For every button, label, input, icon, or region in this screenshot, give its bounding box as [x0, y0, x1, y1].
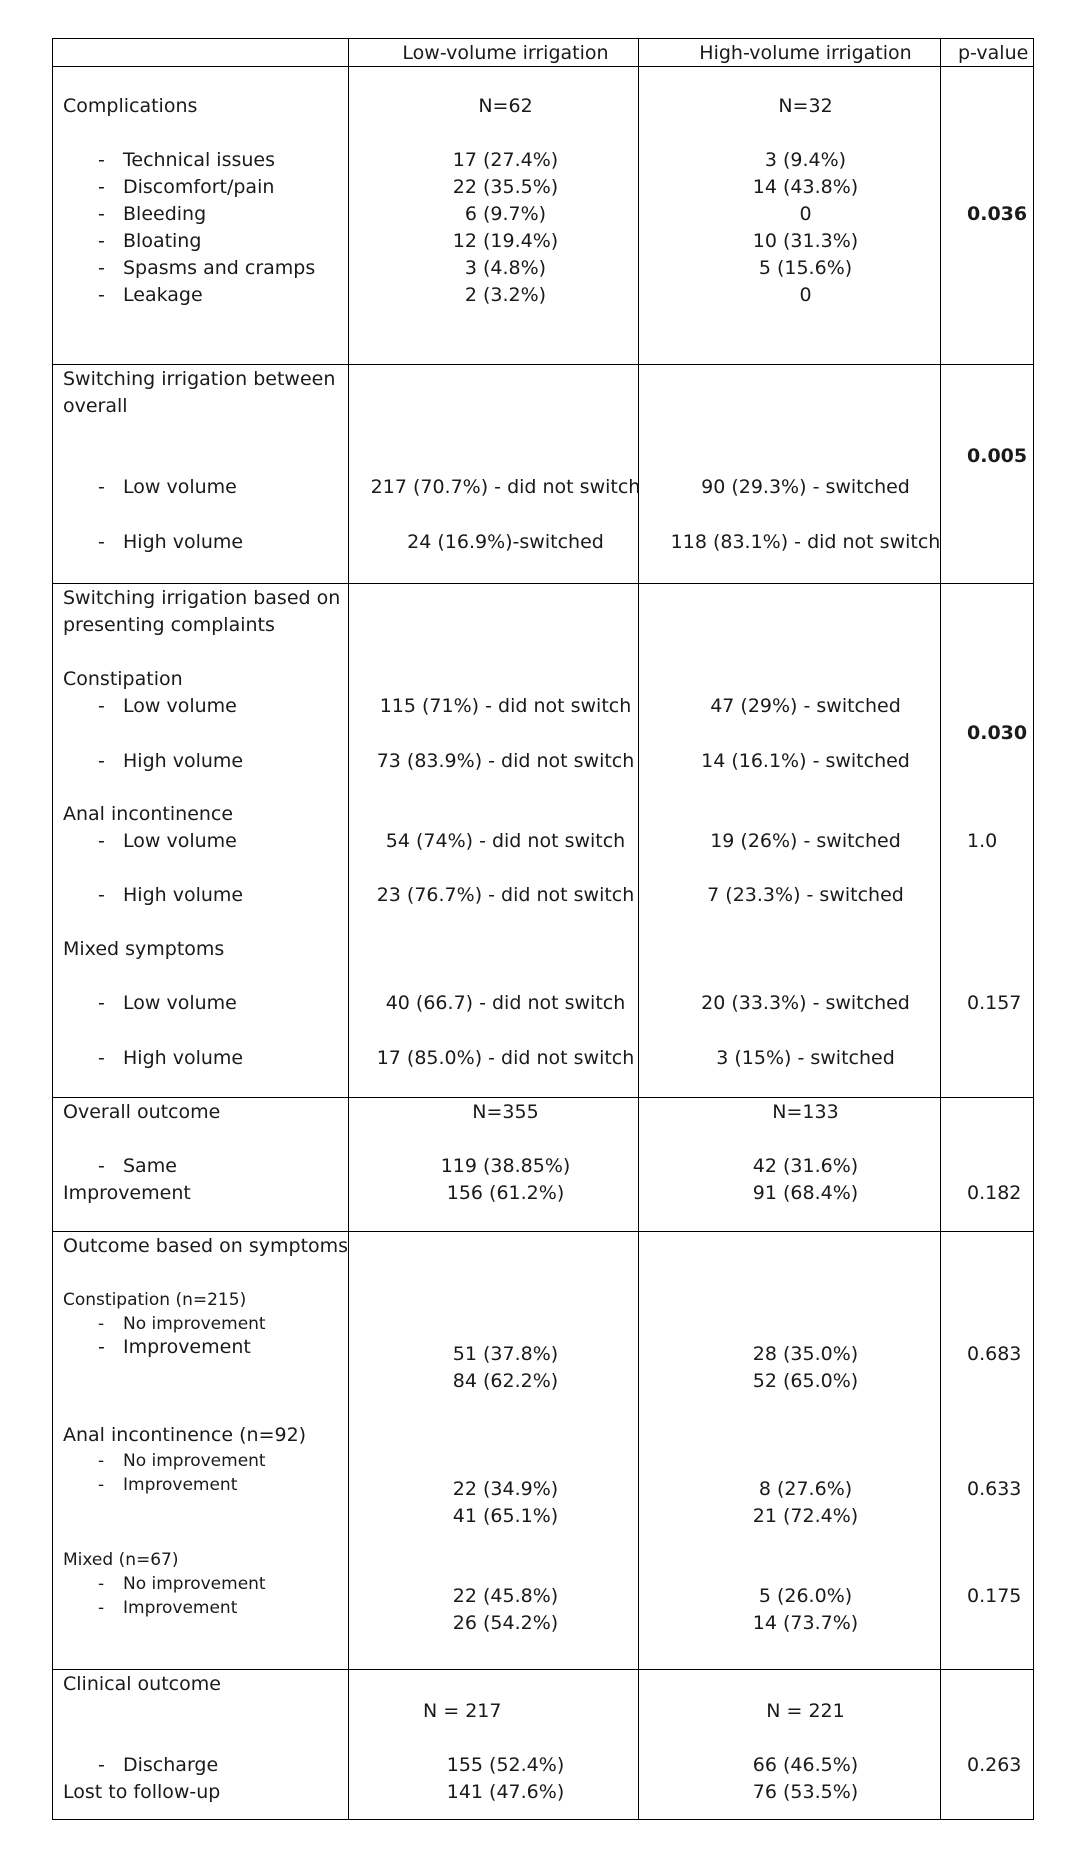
group-title: Anal incontinence [63, 803, 234, 825]
group-title: Mixed (n=67) [63, 1550, 179, 1570]
p-value: 0.005 [967, 445, 1028, 467]
row-label: Technical issues [123, 149, 275, 171]
group-title: Mixed symptoms [63, 938, 225, 960]
results-table: Low-volume irrigation High-volume irrigation p-value Complications N=62 N=32 - Technical issues 17 (27.4%) 3 (9.4%) - Discomfort/pain 22 (35.5%) 14 (43.8%) - Bleeding 6 (9.7%) 0 0.036 - Bloating 12 (19.4%) 10 (31.3%) - Spasms and cramps 3 (4.8%) 5 (15.6%) - Leakage 2 (3.2%) 0 Switching irrigation between overall 0.005 - Low volume 217 (70.7%) - did not switch 90 (29.3%) - switched - High volume 24 (16.9%)-switched 118 (83.1%) - did not switch Switching irrigation based on presenting complaints Constipation - Low volume 115 (71%) - did not switch 47 (29%) - switched 0.030 - High volume 73 (83.9%) - did not switch 14 (16.1%) - switched Anal incontinence - Low volume 54 (74%) - did not switch 19 (26%) - switched 1.0 - High volume 23 (76.7%) - did not switch 7 (23.3%) - switched Mixed symptoms - Low volume 40 (66.7) - did not switch 20 (33.3%) - switched 0.157 - High volume 17 (85.0%) - did not switch 3 (15%) - switched Overall outcome N=355 N=133 - Same 119 (38.85%) 42 (31.6%) Improvement 156 (61.2%) 91 (68.4%) 0.182 Outcome based on symptoms Constipation (n=215) - No improvement - Improvement 51 (37.8%) 28 (35.0%) 0.683 84 (62.2%) 52 (65.0%) Anal incontinence (n=92) - No improvement - Improvement 22 (34.9%) 8 (27.6%) 0.633 41 (65.1%) 21 (72.4%) Mixed (n=67) - No improvement - Improvement 22 (45.8%) 5 (26.0%) 0.175 26 (54.2%) 14 (73.7%) Clinical outcome N = 217 N = 221 - Discharge 155 (52.4%) 66 (46.5%) 0.263 Lost to follow-up 141 (47.6%) 76 (53.5%) [52, 38, 1034, 1820]
group-title: Constipation (n=215) [63, 1290, 247, 1310]
row-label: Improvement [123, 1475, 238, 1495]
cell-high: 5 (26.0%) [758, 1585, 853, 1607]
cell-high: 14 (43.8%) [752, 176, 859, 198]
row-label: High volume [123, 531, 244, 553]
cell-high: 0 [799, 284, 812, 306]
cell-low: 41 (65.1%) [452, 1505, 559, 1527]
cell-high: 28 (35.0%) [752, 1343, 859, 1365]
row-label: Bleeding [123, 203, 207, 225]
p-value: 0.263 [967, 1754, 1022, 1776]
n-high: N=32 [778, 95, 833, 117]
row-label: Improvement [123, 1336, 251, 1358]
cell-low: 23 (76.7%) - did not switch [376, 884, 635, 906]
cell-high: 118 (83.1%) - did not switch [670, 531, 941, 553]
header-p-value: p-value [958, 42, 1029, 64]
cell-low: 217 (70.7%) - did not switch [370, 476, 641, 498]
row-label: High volume [123, 884, 244, 906]
cell-high: 19 (26%) - switched [710, 830, 901, 852]
cell-high: 14 (73.7%) [752, 1612, 859, 1634]
row-label: No improvement [123, 1451, 266, 1471]
column-divider [348, 39, 349, 1819]
row-label: High volume [123, 750, 244, 772]
cell-low: 22 (45.8%) [452, 1585, 559, 1607]
row-label: Spasms and cramps [123, 257, 316, 279]
cell-high: 76 (53.5%) [752, 1781, 859, 1803]
cell-low: 84 (62.2%) [452, 1370, 559, 1392]
section-title-cont: overall [63, 395, 128, 417]
row-divider [53, 1669, 1033, 1670]
row-label: Discharge [123, 1754, 219, 1776]
row-label: Discomfort/pain [123, 176, 275, 198]
row-label: Bloating [123, 230, 202, 252]
section-title: Switching irrigation based on [63, 587, 341, 609]
cell-low: 156 (61.2%) [446, 1182, 565, 1204]
cell-low: 22 (35.5%) [452, 176, 559, 198]
row-label: Same [123, 1155, 177, 1177]
header-low-volume: Low-volume irrigation [402, 42, 609, 64]
cell-low: 51 (37.8%) [452, 1343, 559, 1365]
section-title: Clinical outcome [63, 1673, 221, 1695]
p-value: 0.036 [967, 203, 1028, 225]
cell-high: 5 (15.6%) [758, 257, 853, 279]
cell-low: 115 (71%) - did not switch [379, 695, 632, 717]
cell-low: 12 (19.4%) [452, 230, 559, 252]
row-label: Low volume [123, 830, 237, 852]
n-low: N=62 [478, 95, 533, 117]
cell-low: 17 (85.0%) - did not switch [376, 1047, 635, 1069]
cell-low: 6 (9.7%) [464, 203, 547, 225]
n-high: N=133 [772, 1101, 839, 1123]
cell-low: 3 (4.8%) [464, 257, 547, 279]
row-label: Low volume [123, 992, 237, 1014]
p-value: 0.175 [967, 1585, 1022, 1607]
row-label: No improvement [123, 1314, 266, 1334]
p-value: 0.182 [967, 1182, 1022, 1204]
section-title: Complications [63, 95, 198, 117]
cell-high: 20 (33.3%) - switched [701, 992, 910, 1014]
n-high: N = 221 [766, 1700, 845, 1722]
row-divider [53, 1231, 1033, 1232]
header-high-volume: High-volume irrigation [699, 42, 912, 64]
row-label: Low volume [123, 476, 237, 498]
cell-low: 119 (38.85%) [440, 1155, 571, 1177]
row-label: Leakage [123, 284, 203, 306]
p-value: 0.157 [967, 992, 1022, 1014]
cell-high: 52 (65.0%) [752, 1370, 859, 1392]
cell-high: 66 (46.5%) [752, 1754, 859, 1776]
group-title: Constipation [63, 668, 183, 690]
p-value: 1.0 [967, 830, 998, 852]
cell-low: 17 (27.4%) [452, 149, 559, 171]
p-value: 0.683 [967, 1343, 1022, 1365]
section-title: Switching irrigation between [63, 368, 336, 390]
cell-high: 3 (15%) - switched [716, 1047, 895, 1069]
cell-high: 3 (9.4%) [764, 149, 847, 171]
cell-low: 73 (83.9%) - did not switch [376, 750, 635, 772]
cell-low: 22 (34.9%) [452, 1478, 559, 1500]
cell-low: 24 (16.9%)-switched [407, 531, 604, 553]
cell-high: 14 (16.1%) - switched [701, 750, 910, 772]
section-title: Outcome based on symptoms [63, 1235, 349, 1257]
row-label: Lost to follow-up [63, 1781, 221, 1803]
cell-high: 47 (29%) - switched [710, 695, 901, 717]
p-value: 0.030 [967, 722, 1028, 744]
group-title: Anal incontinence (n=92) [63, 1424, 307, 1446]
section-title-cont: presenting complaints [63, 614, 275, 636]
n-low: N=355 [472, 1101, 539, 1123]
cell-high: 8 (27.6%) [758, 1478, 853, 1500]
section-title: Overall outcome [63, 1101, 221, 1123]
cell-low: 54 (74%) - did not switch [385, 830, 626, 852]
cell-low: 141 (47.6%) [446, 1781, 565, 1803]
cell-low: 155 (52.4%) [446, 1754, 565, 1776]
cell-high: 7 (23.3%) - switched [707, 884, 904, 906]
row-label: No improvement [123, 1574, 266, 1594]
row-label: Improvement [123, 1598, 238, 1618]
cell-high: 90 (29.3%) - switched [701, 476, 910, 498]
row-divider [53, 583, 1033, 584]
row-divider [53, 1097, 1033, 1098]
row-label: Improvement [63, 1182, 191, 1204]
cell-low: 26 (54.2%) [452, 1612, 559, 1634]
p-value: 0.633 [967, 1478, 1022, 1500]
cell-high: 91 (68.4%) [752, 1182, 859, 1204]
n-low: N = 217 [423, 1700, 502, 1722]
row-divider [53, 364, 1033, 365]
cell-high: 42 (31.6%) [752, 1155, 859, 1177]
row-divider [53, 66, 1033, 67]
cell-high: 0 [799, 203, 812, 225]
row-label: High volume [123, 1047, 244, 1069]
cell-high: 10 (31.3%) [752, 230, 859, 252]
cell-high: 21 (72.4%) [752, 1505, 859, 1527]
row-label: Low volume [123, 695, 237, 717]
cell-low: 40 (66.7) - did not switch [385, 992, 626, 1014]
cell-low: 2 (3.2%) [464, 284, 547, 306]
